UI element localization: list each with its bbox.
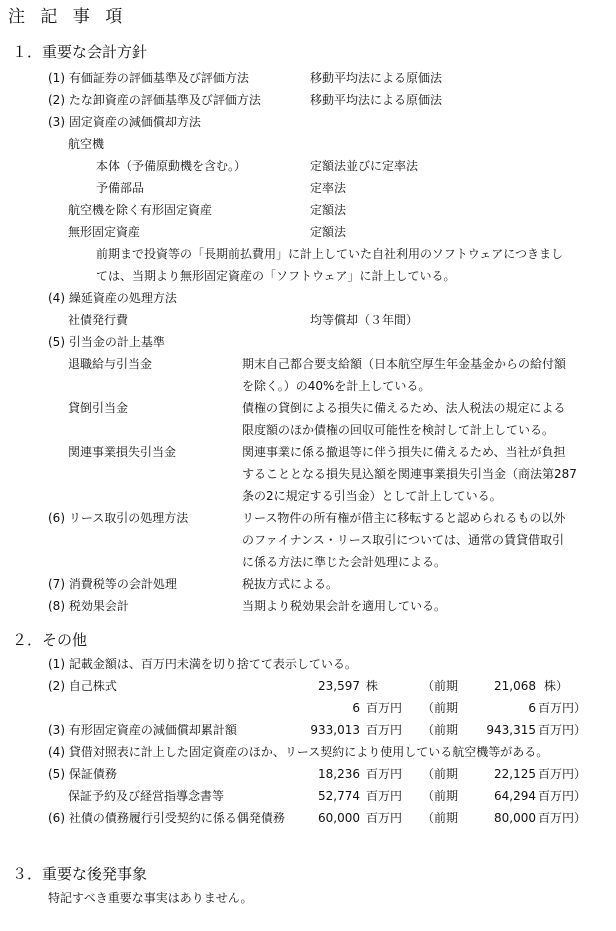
bond-cost-label: 社債発行費 bbox=[68, 313, 129, 327]
amount-prev-unit: 百万円） bbox=[538, 789, 587, 803]
amount-prev-unit: 百万円） bbox=[538, 723, 587, 737]
retirement-allowance-line: を除く。）の40%を計上している。 bbox=[242, 379, 431, 393]
amount-prev-unit: 百万円） bbox=[538, 767, 587, 781]
intangible-assets-label: 無形固定資産 bbox=[68, 225, 141, 239]
treasury-amount-current: 6 bbox=[352, 701, 360, 715]
section-1-heading: １．重要な会計方針 bbox=[12, 43, 148, 61]
item-1-8-value: 当期より税効果会計を適用している。 bbox=[242, 599, 447, 613]
section-2-heading: ２．その他 bbox=[12, 631, 88, 649]
previous-label: （前期 bbox=[422, 679, 459, 693]
aircraft-label: 航空機 bbox=[68, 137, 105, 151]
item-1-6-label: (6) リース取引の処理方法 bbox=[48, 511, 189, 525]
previous-label: （前期 bbox=[422, 789, 459, 803]
guarantee-current: 18,236 bbox=[318, 767, 360, 781]
item-2-1: (1) 記載金額は、百万円未満を切り捨てて表示している。 bbox=[48, 657, 357, 671]
item-1-8-label: (8) 税効果会計 bbox=[48, 599, 129, 613]
bad-debt-line: 債権の貸倒による損失に備えるため、法人税法の規定による bbox=[242, 401, 566, 415]
treasury-shares-previous: 21,068 bbox=[494, 679, 536, 693]
tangible-assets-value: 定額法 bbox=[310, 203, 347, 217]
related-loss-label: 関連事業損失引当金 bbox=[68, 445, 177, 459]
retirement-allowance-line: 期末自己都合要支給額（日本航空厚生年金基金からの給付額 bbox=[242, 357, 567, 371]
previous-label: （前期 bbox=[422, 701, 459, 715]
item-2-3-label: (3) 有形固定資産の減価償却累計額 bbox=[48, 723, 237, 737]
contingent-liability-previous: 80,000 bbox=[494, 811, 536, 825]
guarantee-previous: 22,125 bbox=[494, 767, 536, 781]
previous-label: （前期 bbox=[422, 811, 459, 825]
depreciation-previous: 943,315 bbox=[486, 723, 536, 737]
section-3-heading: ３．重要な後発事象 bbox=[12, 865, 148, 883]
amount-unit: 百万円 bbox=[366, 811, 403, 825]
tangible-assets-label: 航空機を除く有形固定資産 bbox=[68, 203, 213, 217]
item-1-2-value: 移動平均法による原価法 bbox=[310, 93, 443, 107]
aircraft-body-value: 定額法並びに定率法 bbox=[310, 159, 419, 173]
aircraft-body-label: 本体（予備原動機を含む。） bbox=[96, 159, 247, 173]
bad-debt-label: 貸倒引当金 bbox=[68, 401, 129, 415]
item-1-7-label: (7) 消費税等の会計処理 bbox=[48, 577, 177, 591]
item-1-2-label: (2) たな卸資産の評価基準及び評価方法 bbox=[48, 93, 261, 107]
item-1-3-label: (3) 固定資産の減価償却方法 bbox=[48, 115, 201, 129]
treasury-shares-current: 23,597 bbox=[318, 679, 360, 693]
retirement-allowance-label: 退職給与引当金 bbox=[68, 357, 153, 371]
bad-debt-line: 限度額のほか債権の回収可能性を検討して計上している。 bbox=[242, 423, 555, 437]
treasury-shares-unit: 株 bbox=[366, 679, 379, 693]
related-loss-line: 関連事業に係る撤退等に伴う損失に備えるため、当社が負担 bbox=[242, 445, 566, 459]
section-3-text: 特記すべき重要な事実はありません。 bbox=[48, 891, 253, 905]
related-loss-line: することとなる損失見込額を関連事業損失引当金（商法第287 bbox=[242, 467, 577, 481]
item-2-2-label: (2) 自己株式 bbox=[48, 679, 117, 693]
item-1-4-label: (4) 繰延資産の処理方法 bbox=[48, 291, 177, 305]
item-1-5-label: (5) 引当金の計上基準 bbox=[48, 335, 165, 349]
guarantee-reservation-previous: 64,294 bbox=[494, 789, 536, 803]
spare-parts-label: 予備部品 bbox=[96, 181, 145, 195]
amount-prev-unit: 百万円） bbox=[538, 701, 587, 715]
item-2-4: (4) 貸借対照表に計上した固定資産のほか、リース契約により使用している航空機等がある。 bbox=[48, 745, 549, 759]
amount-unit: 百万円 bbox=[366, 723, 403, 737]
software-note-line: 前期まで投資等の「長期前払費用」に計上していた自社利用のソフトウェアにつきまし bbox=[96, 247, 564, 261]
lease-line: リース物件の所有権が借主に移転すると認められるもの以外 bbox=[242, 511, 566, 525]
contingent-liability-current: 60,000 bbox=[318, 811, 360, 825]
previous-label: （前期 bbox=[422, 767, 459, 781]
spare-parts-value: 定率法 bbox=[310, 181, 347, 195]
item-1-7-value: 税抜方式による。 bbox=[242, 577, 339, 591]
depreciation-current: 933,013 bbox=[310, 723, 360, 737]
item-1-1-label: (1) 有価証券の評価基準及び評価方法 bbox=[48, 71, 249, 85]
guarantee-reservation-current: 52,774 bbox=[318, 789, 360, 803]
previous-label: （前期 bbox=[422, 723, 459, 737]
amount-unit: 百万円 bbox=[366, 789, 403, 803]
guarantee-reservation-label: 保証予約及び経営指導念書等 bbox=[68, 789, 225, 803]
treasury-amount-previous: 6 bbox=[528, 701, 536, 715]
amount-unit: 百万円 bbox=[366, 767, 403, 781]
treasury-shares-prev-unit: 株） bbox=[544, 679, 569, 693]
item-1-1-value: 移動平均法による原価法 bbox=[310, 71, 443, 85]
amount-prev-unit: 百万円） bbox=[538, 811, 587, 825]
intangible-assets-value: 定額法 bbox=[310, 225, 347, 239]
software-note-line: ては、当期より無形固定資産の「ソフトウェア」に計上している。 bbox=[96, 269, 456, 283]
amount-unit: 百万円 bbox=[366, 701, 403, 715]
lease-line: のファイナンス・リース取引については、通常の賃貸借取引 bbox=[242, 533, 564, 547]
lease-line: に係る方法に準じた会計処理による。 bbox=[242, 555, 447, 569]
page-title: 注 記 事 項 bbox=[8, 7, 128, 27]
item-2-5-label: (5) 保証債務 bbox=[48, 767, 117, 781]
bond-cost-value: 均等償却（３年間） bbox=[310, 313, 419, 327]
related-loss-line: 条の2に規定する引当金）として計上している。 bbox=[242, 489, 502, 503]
item-2-6-label: (6) 社債の債務履行引受契約に係る偶発債務 bbox=[48, 811, 285, 825]
